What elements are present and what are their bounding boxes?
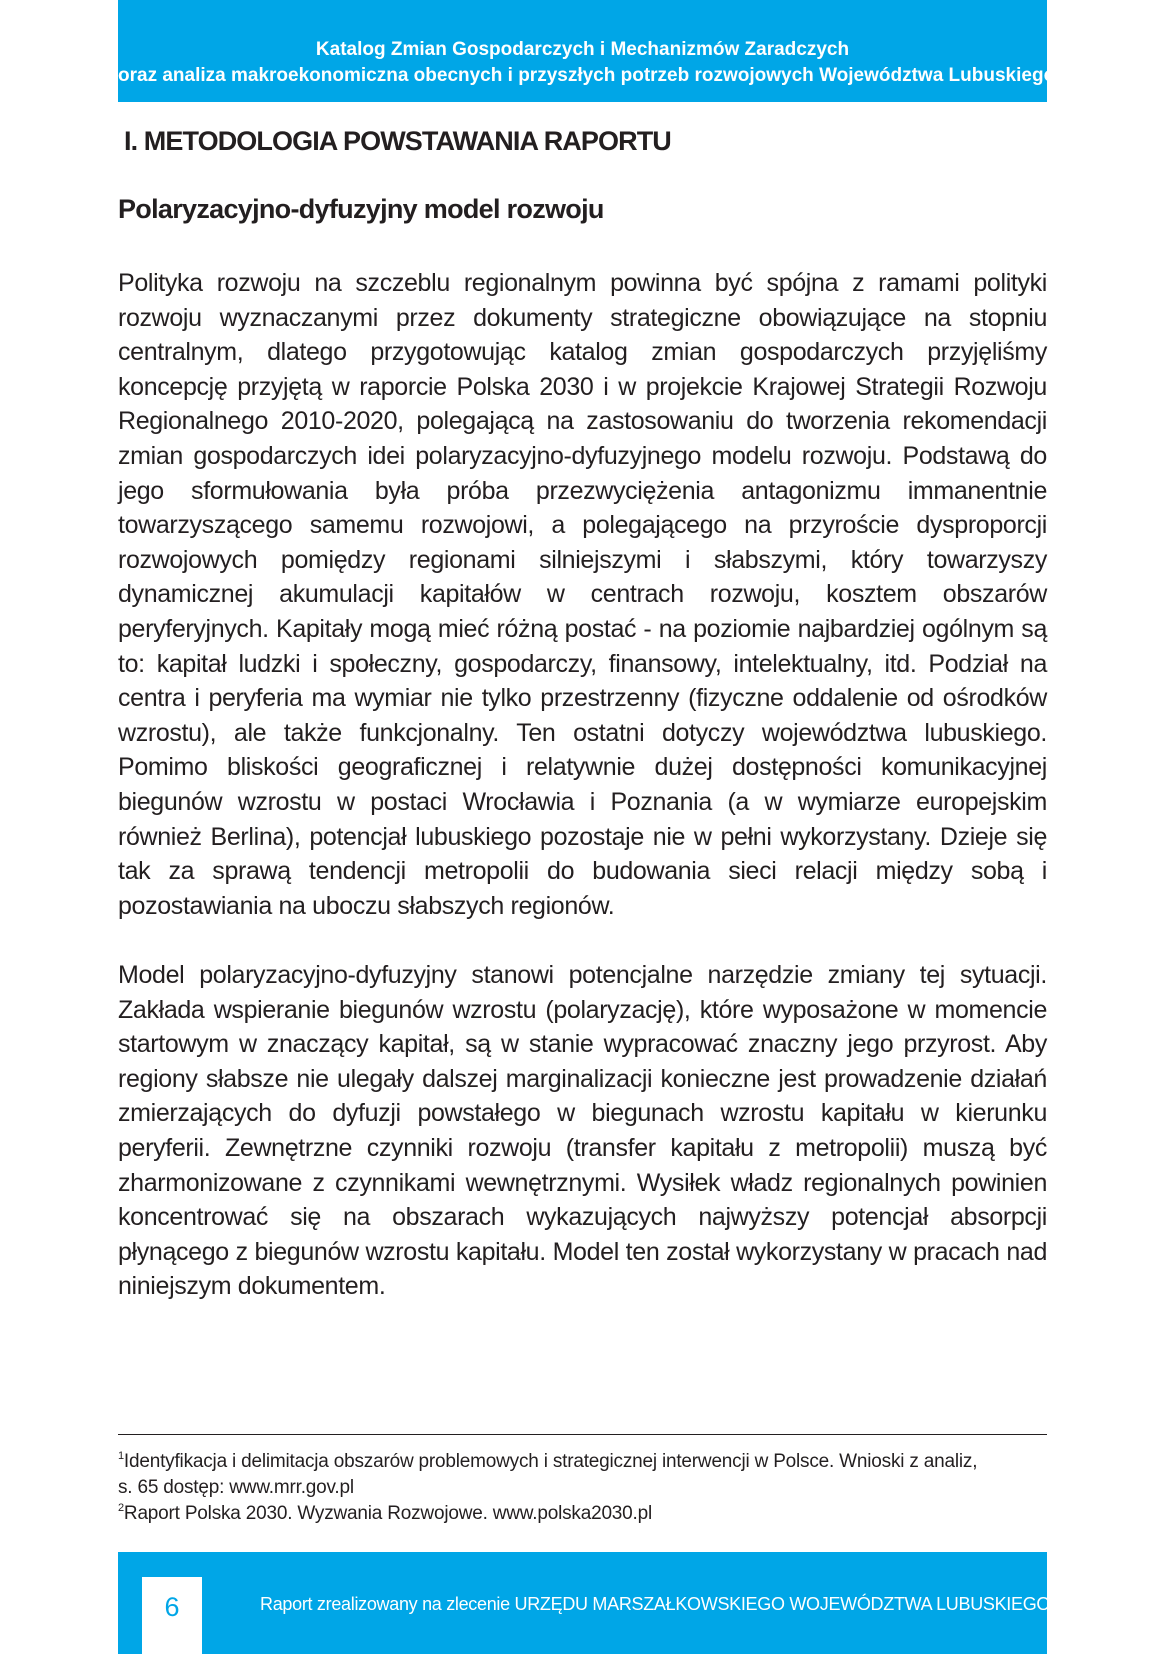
footnote-2 bbox=[118, 1501, 1047, 1527]
header-title-line-1: Katalog Zmian Gospodarczych i Mechanizmów Zaradczych bbox=[315, 39, 850, 60]
footnote-1-continuation: s. 65 dostęp: www.mrr.gov.pl bbox=[118, 1477, 354, 1498]
header-title-line-2: oraz analiza makroekonomiczna obecnych i przyszłych potrzeb rozwojowych Województwa Lubuskiego bbox=[118, 65, 1056, 86]
body-paragraph-1: Polityka rozwoju na szczeblu regionalnym powinna być spójna z ramami polityki rozwoju wyznaczanymi przez dokumenty strategiczne obowiązujące na stopniu centralnym, dlatego przygotowując katalog zmian gospodarczych przyjęliśmy koncepcję przyjętą w raporcie Polska 2030 i w projekcie Krajowej Strategii Rozwoju Regionalnego 2010-2020, polegającą na zastosowaniu do tworzenia rekomendacji zmian gospodarczych idei polaryzacyjno-dyfuzyjnego modelu rozwoju. Podstawą do jego sformułowania była próba przezwyciężenia antagonizmu immanentnie towarzyszącego samemu rozwojowi, a polegającego na przyroście dysproporcji rozwojowych pomiędzy regionami silniejszymi i słabszymi, który towarzyszy dynamicznej akumulacji kapitałów w centrach rozwoju, kosztem obszarów peryferyjnych. Kapitały mogą mieć różną postać - na poziomie najbardziej ogólnym są to: kapitał ludzki i społeczny, gospodarczy, finansowy, intelektualny, itd. Podział na centra i peryferia ma wymiar nie tylko przestrzenny (fizyczne oddalenie od ośrodków wzrostu), ale także funkcjonalny. Ten ostatni dotyczy województwa lubuskiego. Pomimo bliskości geograficznej i relatywnie dużej dostępności komunikacyjnej biegunów wzrostu w postaci Wrocławia i Poznania (a w wymiarze europejskim również Berlina), potencjał lubuskiego pozostaje nie w pełni wykorzystany. Dzieje się tak za sprawą tendencji metropolii do budowania sieci relacji między sobą i pozostawiania na uboczu słabszych regionów. bbox=[118, 269, 1047, 920]
footnote-2-text: Raport Polska 2030. Wyzwania Rozwojowe. www.polska2030.pl bbox=[123, 1503, 653, 1524]
page-number: 6 bbox=[142, 1577, 202, 1654]
footnote-1 bbox=[118, 1449, 1047, 1475]
footnotes bbox=[118, 1449, 1047, 1527]
footer-text: Raport zrealizowany na zlecenie URZĘDU MARSZAŁKOWSKIEGO WOJEWÓDZTWA LUBUSKIEGO bbox=[260, 1594, 1051, 1614]
page-footer bbox=[118, 1552, 1051, 1654]
footnote-divider bbox=[118, 1434, 1047, 1435]
footnote-1-text: Identyfikacja i delimitacja obszarów problemowych i strategicznej interwencji w Polsce. Wnioski z analiz, bbox=[123, 1451, 978, 1472]
footnote-marker-2: 2 bbox=[118, 1502, 124, 1514]
body-paragraph-2: Model polaryzacyjno-dyfuzyjny stanowi potencjalne narzędzie zmiany tej sytuacji. Zakłada wspieranie biegunów wzrostu (polaryzację), które wyposażone w momencie startowym w znaczący kapitał, są w stanie wypracować znaczny jego przyrost. Aby regiony słabsze nie ulegały dalszej marginalizacji konieczne jest prowadzenie działań zmierzających do dyfuzji powstałego w biegunach wzrostu kapitału w kierunku peryferii. Zewnętrzne czynniki rozwoju (transfer kapitału z metropolii) muszą być zharmonizowane z czynnikami wewnętrznymi. Wysiłek władz regionalnych powinien koncentrować się na obszarach wykazujących najwyższy potencjał absorpcji płynącego z biegunów wzrostu kapitału. Model ten został wykorzystany w pracach nad niniejszym dokumentem. bbox=[118, 961, 1047, 1301]
page-header bbox=[118, 0, 1056, 102]
section-heading: I. METODOLOGIA POWSTAWANIA RAPORTU bbox=[124, 126, 671, 156]
subsection-heading: Polaryzacyjno-dyfuzyjny model rozwoju bbox=[118, 194, 604, 224]
footnote-marker-1: 1 bbox=[118, 1450, 124, 1462]
